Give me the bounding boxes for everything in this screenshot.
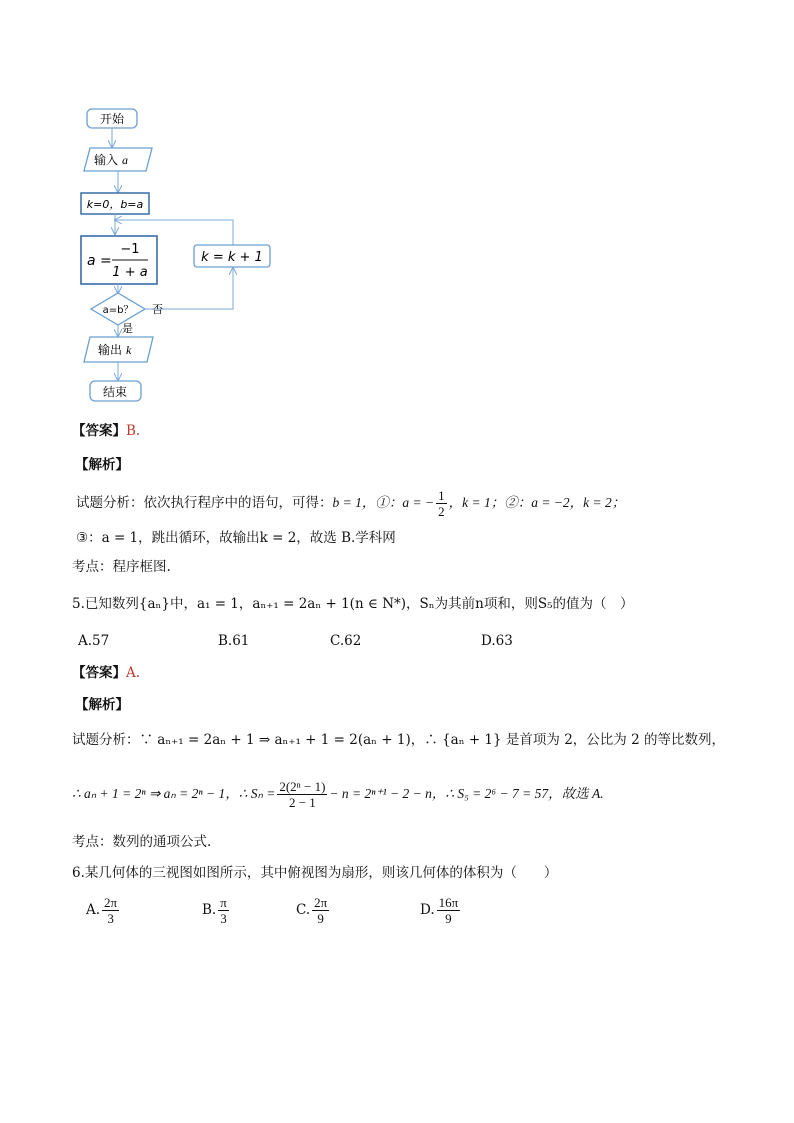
q4-analysis-tag: 【解析】 bbox=[75, 457, 129, 473]
q6-option-d: D. $\frac{16\pi}{9}$ bbox=[420, 895, 459, 926]
flowchart bbox=[70, 100, 370, 410]
q5-analysis-line1: 试题分析：∵ aₙ₊₁ = 2aₙ + 1 ⇒ aₙ₊₁ + 1 = 2(aₙ + 1)，∴ {aₙ + 1} 是首项为 2，公比为 2 的等比数列， bbox=[72, 732, 725, 748]
increment-label: k = k + 1 bbox=[201, 250, 263, 265]
start-label: 开始 bbox=[99, 112, 125, 126]
answer-value: A. bbox=[126, 665, 141, 681]
q5-analysis-line2 bbox=[72, 776, 604, 812]
init-label: k=0，b=a bbox=[86, 198, 144, 211]
q5-stem: 5.已知数列{aₙ}中，a₁ = 1，aₙ₊₁ = 2aₙ + 1(n ∈ N*)，Sₙ为其前n项和，则S₅的值为（ ） bbox=[72, 596, 634, 612]
q6-option-b: B. $\frac{\pi}{3}$ bbox=[202, 895, 227, 926]
output-label: 输出 k bbox=[98, 343, 132, 357]
q5-option-d: D.63 bbox=[481, 633, 513, 649]
assign-num: −1 bbox=[120, 242, 140, 257]
q4-answer bbox=[72, 422, 140, 440]
answer-tag: 【答案】 bbox=[72, 423, 126, 439]
analysis-math: b = 1，①：a = − bbox=[332, 495, 435, 510]
answer-tag: 【答案】 bbox=[72, 665, 126, 681]
q5-option-a: A.57 bbox=[78, 633, 110, 649]
fraction: $\frac{1}{2}$ bbox=[438, 488, 445, 519]
input-label: 输入 a bbox=[94, 153, 129, 167]
q5-analysis-tag: 【解析】 bbox=[75, 697, 129, 713]
q6-option-c: C. $\frac{2\pi}{9}$ bbox=[296, 895, 328, 926]
analysis-text: 试题分析：依次执行程序中的语句，可得： bbox=[76, 495, 333, 511]
analysis-math: − n = 2ⁿ⁺¹ − 2 − n，∴ S₅ = 2⁶ − 7 = 57，故选 A. bbox=[329, 786, 604, 801]
q4-analysis-line2: ③：a = 1，跳出循环，故输出k = 2，故选 B.学科网 bbox=[76, 530, 396, 546]
no-label: 否 bbox=[152, 303, 163, 316]
q5-answer bbox=[72, 664, 140, 682]
q5-kaodian: 考点：数列的通项公式. bbox=[72, 834, 212, 850]
q6-stem: 6.某几何体的三视图如图所示，其中俯视图为扇形，则该几何体的体积为（ ） bbox=[72, 865, 558, 881]
answer-value: B. bbox=[126, 423, 141, 439]
q6-option-a: A. $\frac{2\pi}{3}$ bbox=[86, 895, 118, 926]
assign-den: 1 + a bbox=[112, 265, 148, 280]
analysis-math: ∴ aₙ + 1 = 2ⁿ ⇒ aₙ = 2ⁿ − 1，∴ Sₙ = bbox=[72, 786, 276, 801]
q4-analysis-line1 bbox=[76, 488, 625, 519]
analysis-math: ，k = 1；②：a = −2，k = 2； bbox=[448, 495, 626, 510]
q5-option-b: B.61 bbox=[218, 633, 250, 649]
assign-lhs: a = bbox=[87, 253, 112, 269]
q5-option-c: C.62 bbox=[330, 633, 362, 649]
decision-label: a=b？ bbox=[102, 305, 134, 316]
yes-label: 是 bbox=[122, 322, 133, 335]
q4-kaodian: 考点：程序框图. bbox=[72, 559, 171, 575]
fraction: $\frac{\text{2(2ⁿ − 1)}}{2 - 1}$ bbox=[279, 779, 326, 810]
end-label: 结束 bbox=[102, 385, 128, 399]
